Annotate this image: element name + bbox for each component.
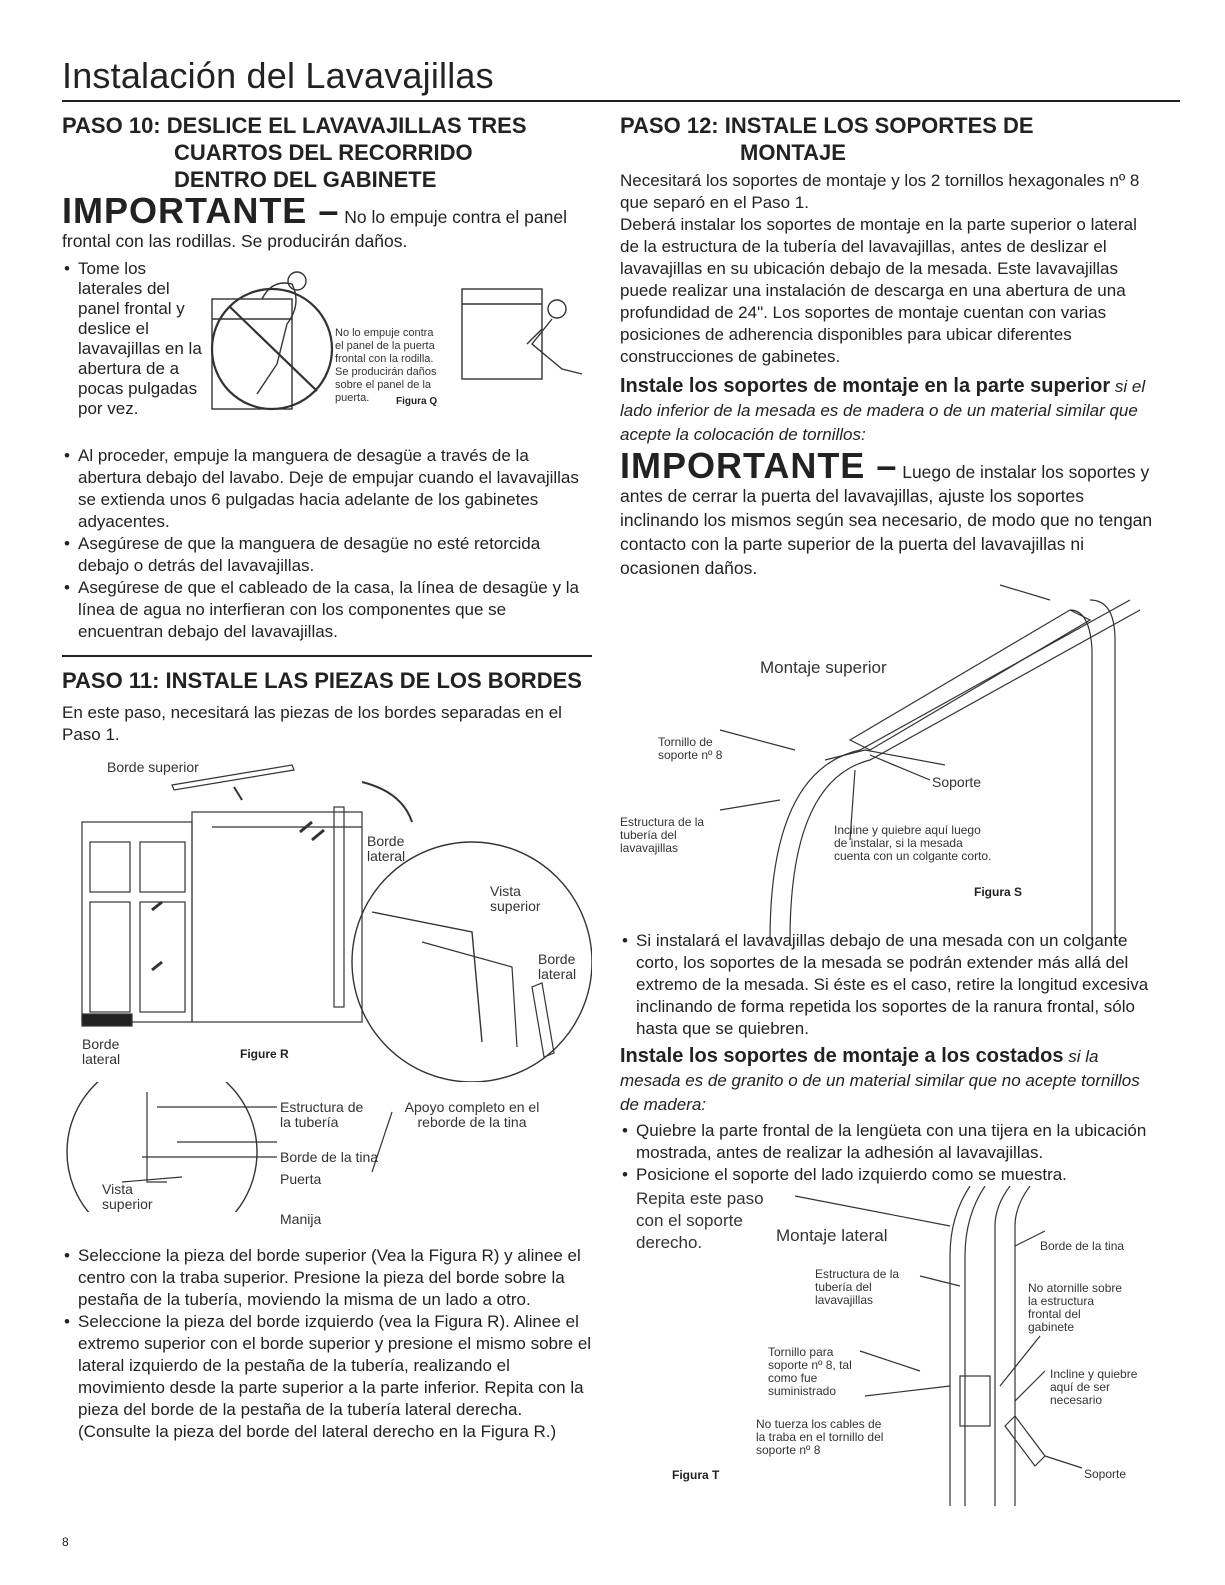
step10-important: IMPORTANTE – No lo empuje contra el panel frontal con las rodillas. Se producirán daños. [62,190,567,251]
step12-bullets-t: • Quiebre la parte frontal de la lengüeta con una tijera en la ubicación mostrada, antes de realizar la adhesión al lavavajillas. • Posicione el soporte del lado izquierdo como se muestra. [620,1120,1160,1186]
label-incline: Incline y quiebre aquí luego de instalar, si la mesada cuenta con un colgante corto. [834,823,992,863]
step10-bullets [62,445,592,643]
label-tornillo: Tornillo de soporte nº 8 [658,735,723,762]
step10-heading: PASO 10: DESLICE EL LAVAVAJILLAS TRES CUARTOS DEL RECORRIDO DENTRO DEL GABINETE [62,113,527,192]
step12-sub1: Instale los soportes de montaje en la parte superior si el lado inferior de la mesada es de madera o de un material similar que acepte la colocación de tornillos: [620,375,1146,444]
step11-intro: En este paso, necesitará las piezas de los bordes separadas en el Paso 1. [62,703,562,744]
step12-heading: PASO 12: INSTALE LOS SOPORTES DE MONTAJE [620,113,1034,165]
step11-heading: PASO 11: INSTALE LAS PIEZAS DE LOS BORDES [62,668,582,693]
label-manija: Manija [280,1211,322,1227]
step10-bullet1: • Tome los laterales del panel frontal y deslice el lavavajillas en la abertura de a pocas pulgadas por vez. [62,259,212,419]
step12-sub2: Instale los soportes de montaje a los costados si la mesada es de granito o de un material similar que no acepte tornillos de madera: [620,1045,1140,1114]
label-borde-tina: Borde de la tina [280,1149,379,1165]
page-number: 8 [62,1535,69,1549]
title-rule [62,100,1180,102]
label-vista-superior: Vista superior [102,1181,153,1212]
figure-q-label: Figura Q [396,396,438,407]
label-repita: Repita este paso con el soporte derecho. [636,1189,764,1252]
label-no-tuerza: No tuerza los cables de la traba en el tornillo del soporte nº 8 [756,1417,884,1457]
section-divider [62,655,592,657]
figure-t-label: Figura T [672,1468,720,1482]
figure-s-label: Figura S [974,885,1023,899]
left-column [62,112,592,1443]
figure-r-label: Figure R [240,1047,289,1061]
figure-r-illustration [62,752,592,1082]
figure-q-illustration [62,259,592,439]
label-vista-superior: Vista superior [490,883,541,914]
step11-bullet: • Seleccione la pieza del borde superior (Vea la Figura R) y alinee el centro con la traba superior. Presione la pieza del borde sobre la pestaña de la tubería, moviendo la misma de un lado a otro. [62,1245,592,1311]
step10-bullet: • Asegúrese de que el cableado de la casa, la línea de desagüe y la línea de agua no interfieran con los componentes que se encuentran debajo del lavavajillas. [62,577,592,643]
figure-r-detail [62,1082,592,1212]
figure-r [62,752,592,1082]
page-title: Instalación del Lavavajillas [62,55,494,96]
figure-s-illustration [620,580,1160,950]
figure-t [620,1186,1160,1506]
label-montaje-superior: Montaje superior [760,658,887,677]
label-borde-superior: Borde superior [107,759,199,775]
figure-q-warning: No lo empuje contra el panel de la puerta frontal con la rodilla. Se producirán daños sobre el panel de la puerta. [335,327,437,404]
step12-important: IMPORTANTE – Luego de instalar los soportes y antes de cerrar la puerta del lavavajillas, ajuste los soportes inclinando los mismos según sea necesario, de modo que no tengan contacto con la parte superior de la puerta del lavavajillas ni ocasionen daños. [620,445,1153,578]
label-soporte: Soporte [1084,1467,1127,1481]
label-estructura: Estructura de la tubería del lavavajillas [815,1267,900,1307]
label-no-atornille: No atornille sobre la estructura frontal del gabinete [1028,1281,1123,1334]
label-estructura: Estructura de la tubería [280,1099,364,1130]
figure-s [620,580,1160,950]
label-estructura: Estructura de la tubería del lavavajillas [620,815,705,855]
step10-bullet: • Asegúrese de que la manguera de desagüe no esté retorcida debajo o detrás del lavavajillas. [62,533,592,577]
label-tornillo: Tornillo para soporte nº 8, tal como fue suministrado [768,1345,852,1398]
step10-bullet: • Al proceder, empuje la manguera de desagüe a través de la abertura debajo del lavabo. Deje de empujar cuando el lavavajillas se extienda unos 6 pulgadas hacia adelante de los gabinetes adyacentes. [62,445,592,533]
label-incline: Incline y quiebre aquí de ser necesario [1050,1367,1138,1407]
right-column [620,112,1160,1506]
figure-q [62,259,592,439]
label-soporte: Soporte [932,774,982,790]
step12-para1: Necesitará los soportes de montaje y los 2 tornillos hexagonales nº 8 que separó en el Paso 1. [620,171,1140,212]
label-apoyo: Apoyo completo en el reborde de la tina [404,1099,540,1130]
label-puerta: Puerta [280,1171,322,1187]
step11-bullet: • Seleccione la pieza del borde izquierdo (vea la Figura R). Alinee el extremo superior con el borde superior y presione el mismo sobre el lateral izquierdo de la pestaña de la tubería, realizando el movimiento desde la parte superior a la parte inferior. Repita con la pieza del borde de la pestaña de la tubería lateral derecha. (Consulte la pieza del borde del lateral derecho en la Figura R.) [62,1311,592,1443]
label-borde-lateral: Borde lateral [82,1036,121,1067]
label-borde-tina: Borde de la tina [1040,1239,1125,1253]
label-borde-lateral: Borde lateral [367,833,406,864]
label-borde-lateral: Borde lateral [538,951,577,982]
step12-para2: Deberá instalar los soportes de montaje en la parte superior o lateral de la estructura de la tubería del lavavajillas, antes de deslizar el lavavajillas en su ubicación debajo de la mesada. Este lavavajillas puede realizar una instalación de descarga en una abertura de una profundidad de 24". Los soportes de montaje cuentan con varias posiciones de adherencia disponibles para ubicar diferentes construcciones de gabinetes. [620,215,1137,366]
step12-bullet-s: • Si instalará el lavavajillas debajo de una mesada con un colgante corto, los soportes de la mesada se podrán extender más allá del extremo de la mesada. Si éste es el caso, retire la longitud excesiva inclinando de forma repetida los soportes de la ranura frontal, sólo hasta que se quiebren. [620,930,1160,1040]
figure-t-illustration [620,1186,1160,1506]
step11-bullets [62,1245,592,1443]
label-montaje-lateral: Montaje lateral [776,1226,888,1245]
